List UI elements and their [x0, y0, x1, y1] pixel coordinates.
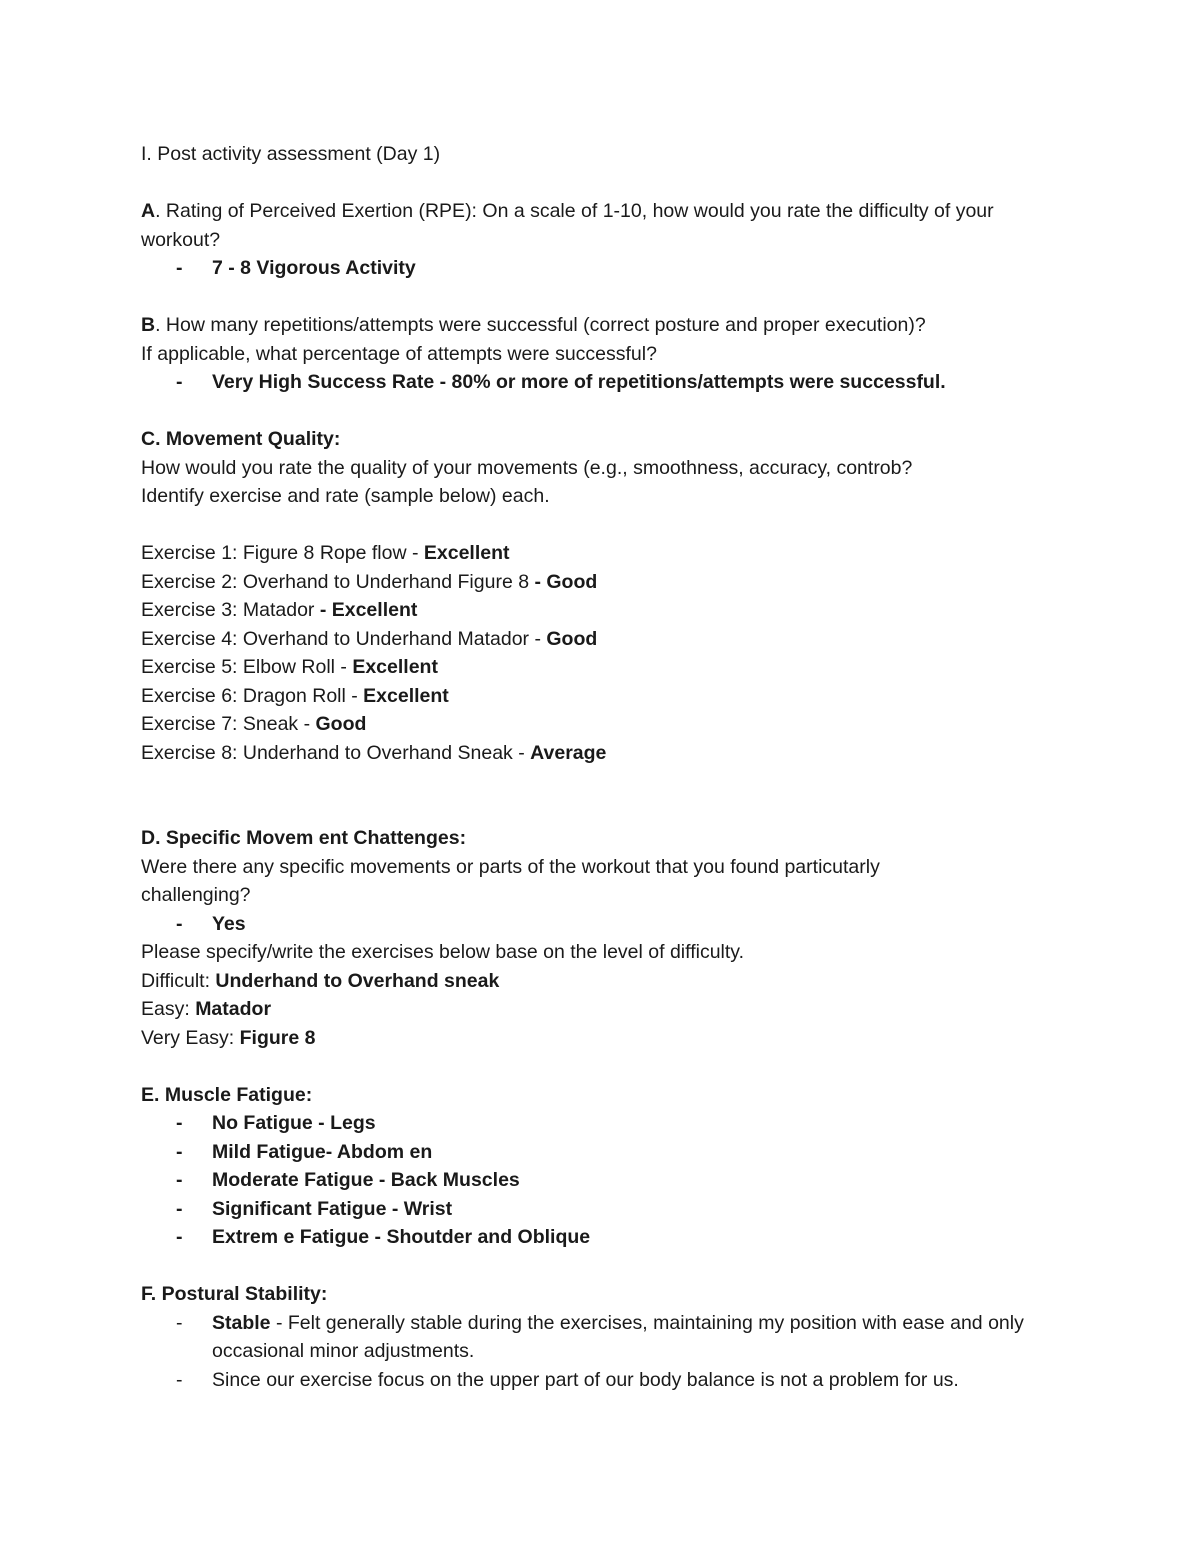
section-a-answer [141, 254, 1061, 283]
fatigue-text: Moderate Fatigue - Back Muscles [212, 1169, 520, 1191]
fatigue-item [141, 1138, 1061, 1167]
difficulty-value: Figure 8 [239, 1026, 316, 1049]
section-b-answer [141, 368, 1061, 397]
bullet-dash: - [176, 371, 183, 393]
section-b-question-line2: If applicable, what percentage of attempts were successful? [141, 342, 657, 365]
exercise-rating: - Good [534, 570, 598, 593]
section-b-answer-text: Very High Success Rate - 80% or more of repetitions/attempts were successful. [212, 371, 946, 393]
exercise-label: Exercise 4: Overhand to Underhand Matador - [141, 627, 547, 650]
section-a-answer-text: 7 - 8 Vigorous Activity [212, 257, 416, 279]
exercise-rating: Excellent [363, 684, 449, 707]
fatigue-item [141, 1195, 1061, 1224]
bullet-dash: - [176, 1169, 183, 1191]
section-b-question-line1 [141, 311, 1061, 340]
section-b-question-text: . How many repetitions/attempts were successful (correct posture and proper execution)? [155, 314, 926, 336]
stability-text: - Felt generally stable during the exercises, maintaining my position with ease and only occasional minor adjustments. [212, 1311, 1024, 1362]
exercise-item [141, 539, 1061, 568]
exercise-item [141, 710, 1061, 739]
fatigue-text: Significant Fatigue - Wrist [212, 1197, 453, 1220]
exercise-label: Exercise 5: Elbow Roll - [141, 656, 353, 678]
fatigue-item [141, 1166, 1061, 1195]
section-d-question: Were there any specific movements or parts of the workout that you found particutarly challenging? [141, 855, 880, 906]
stability-item [141, 1366, 1061, 1395]
exercise-label: Exercise 1: Figure 8 Rope flow - [141, 542, 424, 564]
exercise-rating: Good [315, 713, 367, 735]
section-a-letter: A [141, 200, 156, 222]
stability-item [141, 1309, 1032, 1366]
exercise-rating: Average [530, 741, 607, 764]
exercise-label: Exercise 8: Underhand to Overhand Sneak - [141, 741, 531, 764]
document-title: I. Post activity assessment (Day 1) [141, 143, 441, 165]
section-f-heading: F. Postural Stability: [141, 1283, 328, 1305]
exercise-rating: Excellent [423, 542, 510, 564]
bullet-dash: - [176, 912, 183, 935]
section-d-heading: D. Specific Movem ent Chattenges: [141, 827, 467, 849]
bullet-dash: - [176, 1226, 183, 1248]
exercise-item [141, 653, 1061, 682]
document-body [141, 140, 1061, 1394]
fatigue-text: Mild Fatigue- Abdom en [212, 1140, 433, 1163]
difficulty-level [141, 1024, 1061, 1053]
difficulty-label: Difficult: [141, 969, 216, 992]
exercise-rating: - Excellent [319, 599, 418, 621]
exercise-label: Exercise 7: Sneak - [141, 713, 316, 735]
bullet-dash: - [176, 1140, 183, 1163]
exercise-label: Exercise 3: Matador [141, 599, 320, 621]
exercise-item [141, 739, 1061, 768]
section-d-answer [141, 910, 1061, 939]
section-e-heading: E. Muscle Fatigue: [141, 1083, 313, 1106]
fatigue-item [141, 1223, 1061, 1252]
bullet-dash: - [176, 1112, 183, 1134]
section-c-heading: C. Movement Quality: [141, 428, 341, 450]
bullet-dash: - [176, 257, 183, 279]
difficulty-value: Matador [195, 998, 272, 1020]
bullet-dash: - [176, 1368, 183, 1391]
difficulty-label: Very Easy: [141, 1026, 240, 1049]
difficulty-value: Underhand to Overhand sneak [215, 969, 500, 992]
stability-label: Stable [212, 1311, 271, 1334]
bullet-dash: - [176, 1311, 183, 1334]
section-a-question-text: . Rating of Perceived Exertion (RPE): On a scale of 1-10, how would you rate the difficulty of your workout? [141, 200, 994, 251]
section-d-answer-text: Yes [212, 912, 246, 935]
exercise-item [141, 682, 1061, 711]
section-c-question-line2: Identify exercise and rate (sample below) each. [141, 485, 550, 507]
exercise-item [141, 625, 1061, 654]
difficulty-level [141, 995, 1061, 1024]
difficulty-label: Easy: [141, 998, 196, 1020]
section-a-question [141, 197, 1061, 254]
exercise-list [141, 539, 1061, 767]
exercise-rating: Excellent [352, 656, 438, 678]
fatigue-text: No Fatigue - Legs [212, 1112, 376, 1134]
exercise-label: Exercise 6: Dragon Roll - [141, 684, 364, 707]
bullet-dash: - [176, 1197, 183, 1220]
exercise-item [141, 596, 1061, 625]
section-c-question-line1: How would you rate the quality of your movements (e.g., smoothness, accuracy, controb? [141, 456, 913, 479]
section-b-letter: B [141, 314, 156, 336]
fatigue-item [141, 1109, 1061, 1138]
stability-text: Since our exercise focus on the upper part of our body balance is not a problem for us. [212, 1368, 959, 1391]
exercise-item [141, 568, 1061, 597]
section-d-instruction: Please specify/write the exercises below base on the level of difficulty. [141, 941, 745, 963]
exercise-rating: Good [546, 627, 598, 650]
fatigue-text: Extrem e Fatigue - Shoutder and Oblique [212, 1226, 591, 1248]
difficulty-level [141, 967, 1061, 996]
exercise-label: Exercise 2: Overhand to Underhand Figure 8 [141, 570, 535, 593]
